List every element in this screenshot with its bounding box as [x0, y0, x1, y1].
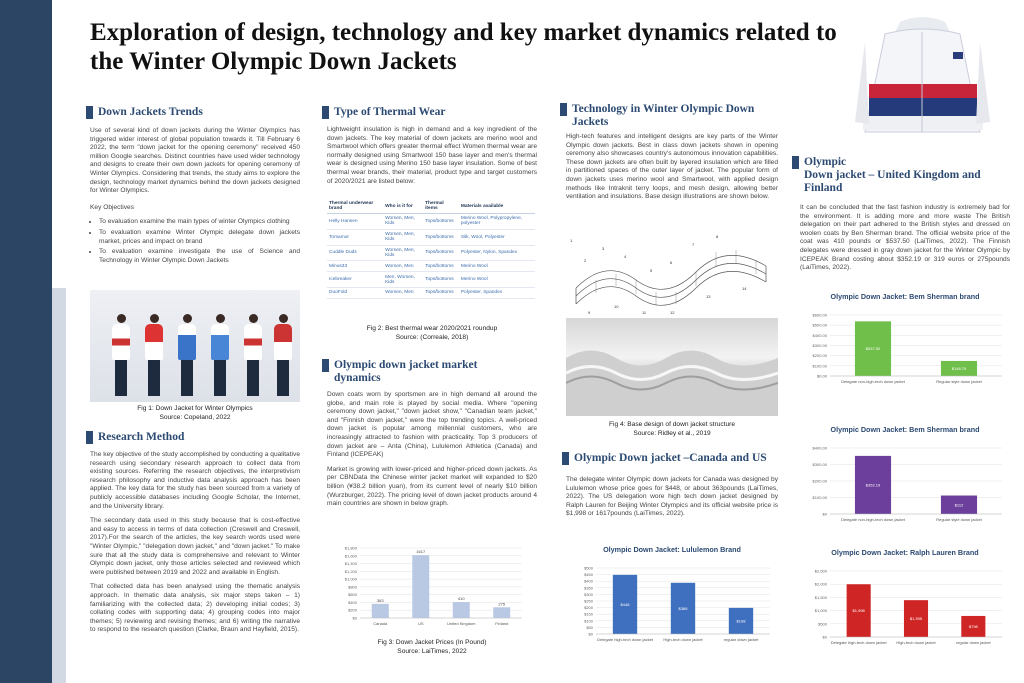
x-tick-label: US [417, 621, 424, 626]
y-tick-label: $0 [822, 511, 827, 517]
y-tick-label: $300 [584, 591, 593, 597]
table-cell: Silk, Wool, Polyester [459, 229, 535, 245]
sherman-chart-1-svg [800, 289, 1010, 394]
diagram-label: 6 [670, 260, 673, 265]
x-tick-label: Delegate high-tech down jacket [597, 637, 653, 642]
y-tick-label: $450 [584, 572, 593, 578]
objectives-title: Key Objectives [90, 203, 134, 211]
athlete-figure [112, 314, 130, 396]
table-cell: Women, Men [383, 261, 423, 272]
uk-body [800, 204, 1010, 279]
table-cell: DuoFold [327, 287, 383, 298]
research-paragraph: That collected data has been analysed using the thematic analysis approach. In thematic data analysis, six major steps taken – 1) familiarizing with the collected data; 2) developing initial codes; 3) collating codes with supporting data; 4) grouping codes into major themes; 5) reviewing and revising themes; and 6) writing the narrative to respond to the research question (Clarke, Braun and Hayfield, 2015). [90, 583, 300, 634]
table-cell: Women, Men, Kids [383, 229, 423, 245]
jacket-fabric-photo [566, 318, 778, 416]
objective-item: • To evaluation examine the main types of winter Olympics clothing [99, 218, 300, 227]
table-cell: Tops/bottoms [423, 229, 459, 245]
lululemon-chart [566, 542, 778, 652]
objectives-list [99, 218, 300, 265]
bar-value-label: $1,998 [852, 608, 865, 614]
diagram-label: 2 [584, 258, 587, 263]
market-body [327, 391, 537, 515]
athlete-figure [211, 314, 229, 396]
y-tick-label: $0 [352, 615, 357, 621]
diagram-label: 4 [624, 254, 627, 259]
thermal-body [327, 126, 537, 192]
y-tick-label: $300.00 [812, 343, 827, 348]
table-header: Thermal underwear brand [327, 199, 383, 214]
diagram-label: 7 [692, 242, 695, 247]
x-tick-label: Regular style down jacket [936, 379, 982, 384]
uk-heading-line-1: Olympic [804, 156, 847, 168]
y-tick-label: $2,000 [814, 581, 827, 587]
market-paragraph: Market is growing with lower-priced and higher-priced down jackets. As per CBNData the Chinese winter jacket market will expanded to $20 billion (¥38.2 billion yuan), from its current level of nearly $10 billion (Wurzburger, 2022). The pricing level of down jacket products around 4 main countries are shown in below graph. [327, 465, 537, 508]
y-tick-label: $100 [584, 618, 593, 624]
bar-value-label: $112 [954, 502, 964, 508]
diagram-label: 14 [742, 286, 747, 291]
left-accent-strip [52, 288, 66, 683]
y-tick-label: $350 [584, 585, 593, 591]
table-row [327, 261, 535, 272]
technology-heading-line-2: Jackets [572, 116, 609, 128]
y-tick-label: $200.00 [812, 478, 827, 484]
sherman-chart-2 [800, 422, 1010, 532]
y-tick-label: $1,800 [344, 545, 357, 551]
table-cell: Tops/bottoms [423, 245, 459, 261]
poster-title: Exploration of design, technology and key market dynamics related to the Winter Olympic Down Jackets [90, 19, 837, 75]
thermal-paragraph: Lightweight insulation is high in demand and a key ingredient of the down jackets. The key material of down jackets are merino wool and Smartwool which offers greater thermal effect Women thermal wear are normally designed using Smartwool 150 base layer and men's thermal wear is designed using Merino 150 base layer insulation. Some of best thermal wear brands, their material, product type and target customers of 2020/2021 are listed below: [327, 126, 537, 185]
figure-2-title: Fig 2: Best thermal wear 2020/2021 roundup [366, 325, 498, 332]
table-cell: Women, Men, Kids [383, 245, 423, 261]
olympic-athletes-photo [90, 290, 300, 402]
chart-bar [453, 602, 470, 618]
olympic-jacket-image [855, 12, 990, 152]
bar-value-label: $198 [736, 618, 746, 624]
x-tick-label: Delegate high-tech down jacket [830, 640, 887, 645]
technology-heading-line-1: Technology in Winter Olympic Down [572, 103, 755, 115]
figure-3-title: Fig 3: Down Jacket Prices (In Pound) [377, 639, 487, 646]
research-body [90, 451, 300, 641]
y-tick-label: $400 [584, 578, 593, 584]
y-tick-label: $600.00 [812, 312, 827, 318]
athlete-figure [178, 314, 196, 396]
price-chart-svg [330, 540, 530, 636]
y-tick-label: $600 [348, 592, 357, 598]
canada-body [566, 476, 778, 525]
table-header: Who is it for [383, 199, 423, 214]
diagram-label: 1 [570, 238, 573, 243]
diagram-label: 13 [706, 294, 711, 299]
thermal-heading: Type of Thermal Wear [322, 106, 445, 119]
table-cell: Icebreaker [327, 272, 383, 288]
table-cell: Polyester, Spandex [459, 287, 535, 298]
y-tick-label: $0 [588, 631, 593, 637]
chart-title: Olympic Down Jacket: Lululemon Brand [603, 545, 741, 554]
figure-2-source: Source: (Correale, 2018) [395, 333, 469, 341]
table-row [327, 214, 535, 230]
table-cell: Minus33 [327, 261, 383, 272]
table-header-row [327, 199, 535, 214]
y-tick-label: $400.00 [812, 445, 827, 451]
table-cell: Tops/bottoms [423, 214, 459, 230]
athlete-figure [244, 314, 262, 396]
figure-1-source: Source: Copeland, 2022 [159, 413, 231, 421]
table-cell: Tops/bottoms [423, 287, 459, 298]
y-tick-label: $200.00 [812, 353, 827, 359]
figure-1-caption [90, 405, 300, 422]
x-tick-label: Canada [373, 621, 388, 626]
trends-body [90, 127, 300, 267]
table-cell: Cuddle Duds [327, 245, 383, 261]
y-tick-label: $0.00 [816, 373, 827, 379]
y-tick-label: $500 [584, 565, 593, 571]
table-row [327, 229, 535, 245]
trends-paragraph: Use of several kind of down jackets during the Winter Olympics has triggered wider interest of global population towards it. Till February 6 2022, the term "down jacket for the opening ceremony" received 450 million Google searches. Distinct countries have used wider technology and designs to create their own down jackets for opening ceremony of Winter Olympics. Considering that trends, the study aims to explore the design, technology market dynamics behind the down jackets designed for Winter Olympics. [90, 127, 300, 195]
bar-value-label: 410 [457, 596, 465, 602]
bar-value-label: 275 [498, 601, 506, 607]
y-tick-label: $500.00 [812, 322, 827, 328]
table-cell: Merino Wool [459, 261, 535, 272]
thermal-wear-table [327, 199, 535, 299]
y-tick-label: $1,600 [344, 553, 357, 559]
diagram-label: 10 [614, 304, 619, 309]
y-tick-label: $1,500 [814, 594, 827, 600]
y-tick-label: $150 [584, 611, 593, 617]
market-paragraph: Down coats worn by sportsmen are in high demand all around the globe, and main role is played by social media. Where "opening ceremony down jacket," "down jacket show," "Canadian team jacket," and "Finnish down jacket," were the top trending topics. A well-priced down jacket is popular among millennial customers, who are increasingly attracted to fashion with practicality. Top 3 producers of down jacket are – Anta (China), Lululemon Athletica (Canada) and Finland (ICEPEAK) [327, 391, 537, 459]
bar-value-label: 1617 [416, 549, 426, 555]
y-tick-label: $200 [584, 605, 593, 611]
bar-value-label: $798 [968, 623, 978, 629]
ralph-lauren-chart-svg [800, 545, 1010, 655]
objective-item: • To evaluation examine investigate the use of Science and Technology in Winter Olympic Down Jackets [99, 248, 300, 265]
bar-value-label: $388 [678, 605, 688, 611]
y-tick-label: $1,000 [344, 576, 357, 582]
objective-item: • To evaluation examine Winter Olympic delegate down jackets market, prices and impact on brand [99, 229, 300, 246]
x-tick-label: regular down jacket [955, 640, 991, 645]
y-tick-label: $100.00 [812, 495, 827, 500]
figure-3-source: Source: LaiTimes, 2022 [397, 647, 467, 655]
research-heading: Research Method [86, 431, 184, 444]
y-tick-label: $200 [348, 607, 357, 613]
y-tick-label: $1,000 [814, 608, 827, 614]
x-tick-label: United Kingdom [447, 621, 476, 626]
diagram-label: 5 [650, 268, 653, 273]
bar-value-label: 363 [376, 597, 384, 603]
table-cell: Women, Men, Kids [383, 214, 423, 230]
research-paragraph: The key objective of the study accomplished by conducting a qualitative research using secondary research approach to collect data from existing sources. Referring the research objectives, the interpretivism research philosophy and inductive data analysis approach has been applied. The key data for the study has been sourced from a variety of publicly accessible databases including Google Scholar, the Internet, and the University library. [90, 451, 300, 510]
figure-4-title: Fig 4: Base design of down jacket structure [608, 421, 736, 428]
table-header: Materials available [459, 199, 535, 214]
y-tick-label: $1,200 [344, 568, 357, 574]
y-tick-label: $250 [584, 598, 593, 604]
fabric-wave-render [566, 318, 778, 416]
table-cell: Men, Women, Kids [383, 272, 423, 288]
table-cell: Tops/bottoms [423, 272, 459, 288]
diagram-label: 12 [670, 310, 675, 315]
athlete-figure [274, 314, 292, 396]
canada-heading: Olympic Down jacket –Canada and US [562, 452, 767, 465]
table-cell: Tomamor [327, 229, 383, 245]
technology-heading [560, 103, 754, 129]
bar-value-label: $148.70 [951, 365, 967, 371]
y-tick-label: $400.00 [812, 332, 827, 338]
chart-title: Olympic Down Jacket: Ralph Lauren Brand [831, 548, 979, 557]
table-cell: Merino Wool, Polypropylene, polyester [459, 214, 535, 230]
diagram-label: 3 [602, 246, 605, 251]
athlete-figure [145, 314, 163, 396]
canada-paragraph: The delegate winter Olympic down jackets for Canada was designed by Lululemon whose price goes for $448, or about 363pounds (LaiTimes, 2022). The US delegation wore high tech down jacket designed by Ralph Lauren for Beijing Winter Olympics and its official website price is $1,998 or 1617pounds (LaiTimes, 2022). [566, 476, 778, 518]
market-heading [322, 359, 477, 385]
market-heading-line-1: Olympic down jacket market [334, 359, 478, 371]
sherman-chart-1 [800, 289, 1010, 394]
x-tick-label: High-tech down jacket [896, 640, 936, 645]
trends-heading: Down Jackets Trends [86, 106, 203, 119]
technology-body [566, 133, 778, 208]
technology-paragraph: High-tech features and intelligent designs are key parts of the Winter Olympic down jackets. Best in class down jackets shown in opening ceremony also showcases country's autonomous innovation capabilities. These down jackets are often built by layered insulation which are filled in partitioned spaces of the outer layer of jacket. The popular form of down jackets uses merino wool and Smartwool, with applied design methods like Intraknit terry loops, and mesh design, allowing better ventilation and insulations. Base design illustrations are shown below. [566, 133, 778, 201]
uk-paragraph: It can be concluded that the fast fashion industry is extremely bad for the environment. It is adding more and more waste The British delegation on their part adhered to the British styles and dressed on woolen coats by Ben Sherman brand. The official website price of the coat was 410 pounds or $537.50 (LaiTimes, 2022). The Finnish delegates were dressed in gray down jacket for the Winter Olympic by ICEPEAK Brand costing about $352.19 or 319 euros or 275pounds (LaiTimes, 2022). [800, 204, 1010, 272]
diagram-label: 11 [642, 310, 647, 315]
chart-title: Olympic Down Jacket: Bem Sherman brand [830, 425, 980, 434]
x-tick-label: Delegate non-high-tech down jacket [841, 379, 905, 384]
uk-heading [792, 156, 981, 195]
x-tick-label: regular down jacket [723, 637, 759, 642]
figure-1-title: Fig 1: Down Jacket for Winter Olympics [137, 405, 253, 412]
x-tick-label: High-tech down jacket [663, 637, 703, 642]
y-tick-label: $50 [586, 624, 593, 630]
y-tick-label: $1,400 [344, 561, 357, 567]
y-tick-label: $400 [348, 599, 357, 605]
table-cell: Polyester, Nylon, Spandex [459, 245, 535, 261]
table-cell: Helly Hansen [327, 214, 383, 230]
y-tick-label: $2,500 [814, 568, 827, 574]
lululemon-chart-svg [566, 542, 778, 652]
chart-bar [412, 555, 429, 618]
figure-2-caption [327, 325, 537, 342]
y-tick-label: $0 [822, 634, 827, 640]
uk-heading-line-3: Finland [804, 182, 843, 194]
table-header: Thermal items [423, 199, 459, 214]
jacket-structure-diagram [566, 228, 778, 316]
table-cell: Women, Men [383, 287, 423, 298]
chart-bar [372, 604, 389, 618]
bar-value-label: $448 [620, 601, 630, 607]
y-tick-label: $800 [348, 584, 357, 590]
y-tick-label: $100.00 [812, 363, 827, 369]
x-tick-label: Delegate non-high-tech down jacket [841, 517, 905, 522]
figure-4-source: Source: Ridley et al., 2019 [633, 429, 711, 437]
table-row [327, 245, 535, 261]
y-tick-label: $500 [818, 621, 827, 627]
market-heading-line-2: dynamics [334, 372, 381, 384]
figure-3-caption [327, 639, 537, 656]
price-chart [330, 540, 530, 636]
bar-value-label: $1,395 [909, 616, 923, 622]
x-tick-label: Finland [495, 621, 509, 626]
table-cell: Tops/bottoms [423, 261, 459, 272]
uk-heading-line-2: Down jacket – United Kingdom and [804, 169, 981, 181]
chart-title: Olympic Down Jacket: Bem Sherman brand [830, 292, 980, 301]
y-tick-label: $300.00 [812, 462, 827, 467]
table-row [327, 272, 535, 288]
bar-value-label: $352.19 [865, 482, 881, 488]
research-paragraph: The secondary data used in this study because that is cost-effective and easy to access in terms of data collection (Creswell and Creswell, 2017).For the search of the articles, the key search words used were "Winter Olympic," "delegation down jacket," and "down jacket." To make sure that all the study data is comprehensive and relevant to Winter Olympic down jacket, only those articles selected and reviewed which were published between 2019 and 2022 and available in English. [90, 517, 300, 576]
diagram-label: 9 [588, 310, 591, 315]
figure-4-caption [566, 421, 778, 438]
bar-value-label: $537.50 [865, 346, 881, 352]
table-row [327, 287, 535, 298]
left-decorative-bar [0, 0, 52, 683]
sherman-chart-2-svg [800, 422, 1010, 532]
x-tick-label: Regular style down jacket [936, 517, 982, 522]
table-cell: Merino Wool [459, 272, 535, 288]
chart-bar [493, 607, 510, 618]
ralph-lauren-chart [800, 545, 1010, 655]
diagram-label: 8 [716, 234, 719, 239]
